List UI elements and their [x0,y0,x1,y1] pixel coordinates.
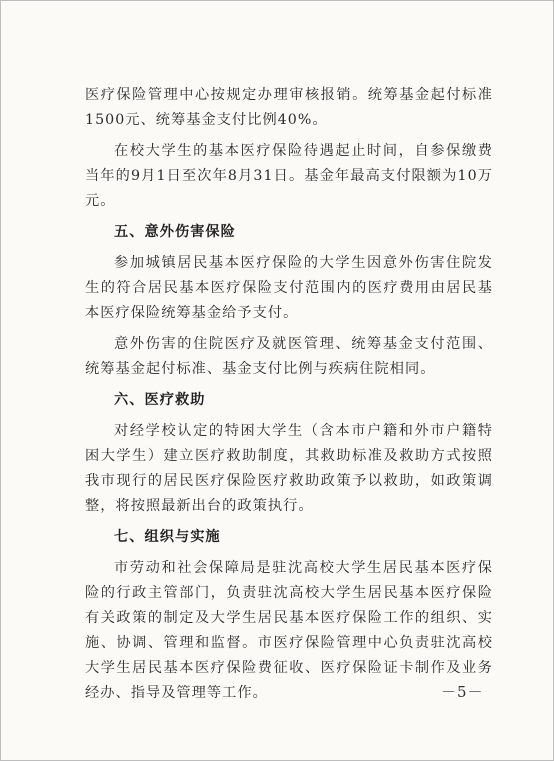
paragraph-coverage-period: 在校大学生的基本医疗保险待遇起止时间，自参保缴费当年的9月1日至次年8月31日。基金年最高支付限额为10万元。 [85,143,493,209]
page-body [85,83,493,712]
section-heading-medical-assistance: 六、医疗救助 [114,392,206,408]
paragraph-medical-assistance: 对经学校认定的特困大学生（含本市户籍和外市户籍特困大学生）建立医疗救助制度，其救助标准及救助方式按照我市现行的居民医疗保险医疗救助政策予以救助，如政策调整，将按照最新出台的政策执行。 [85,423,493,514]
paragraph-fee-standard: 医疗保险管理中心按规定办理审核报销。统筹基金起付标准1500元、统筹基金支付比例40%。 [85,87,493,128]
paragraph-accident-coverage: 参加城镇居民基本医疗保险的大学生因意外伤害住院发生的符合居民基本医疗保险支付范围内的医疗费用由居民基本医疗保险统筹基金给予支付。 [85,255,493,321]
page-number: －5－ [441,683,484,701]
paragraph-accident-management: 意外伤害的住院医疗及就医管理、统筹基金支付范围、统筹基金起付标准、基金支付比例与疾病住院相同。 [85,336,493,377]
section-heading-accident-insurance: 五、意外伤害保险 [114,224,236,240]
section-heading-organization: 七、组织与实施 [114,529,221,545]
paragraph-organization: 市劳动和社会保障局是驻沈高校大学生居民基本医疗保险的行政主管部门，负责驻沈高校大学生居民基本医疗保险有关政策的制定及大学生居民基本医疗保险工作的组织、实施、协调、管理和监督。市医疗保险管理中心负责驻沈高校大学生居民基本医疗保险费征收、医疗保险证卡制作及业务经办、指导及管理等工作。 [85,560,493,701]
